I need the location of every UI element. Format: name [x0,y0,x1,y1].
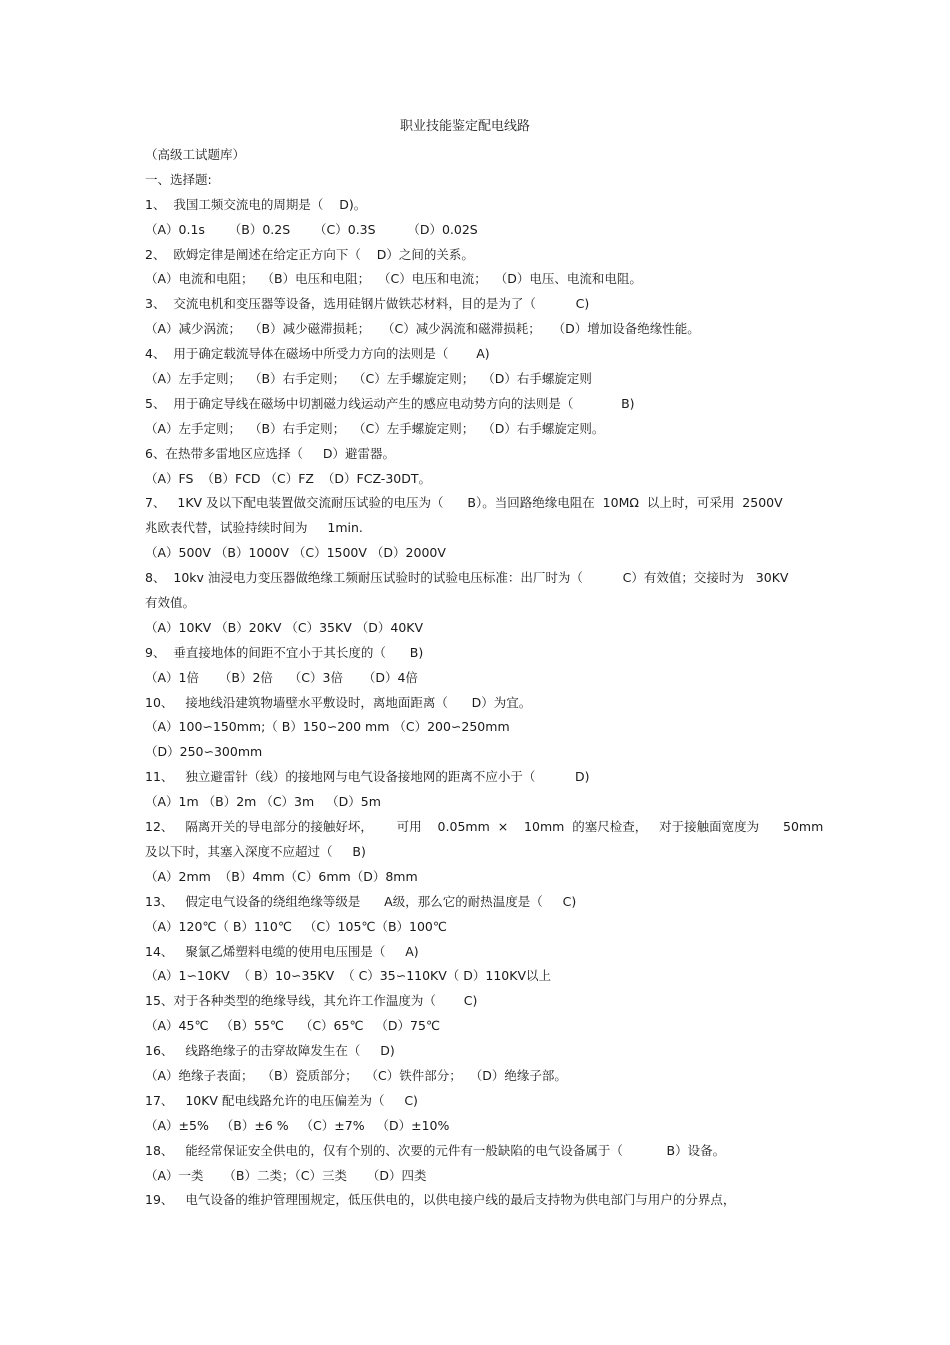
text-line: 16、 线路绝缘子的击穿故障发生在（ D) [145,1043,395,1059]
text-line: （A）FS （B）FCD （C）FZ （D）FCZ-30DT。 [145,470,431,486]
text-line: （A）减少涡流； （B）减少磁滞损耗； （C）减少涡流和磁滞损耗； （D）增加设备绝缘性能。 [145,321,700,337]
text-line: 11、 独立避雷针（线）的接地网与电气设备接地网的距离不应小于（ D) [145,769,590,785]
text-line: 10、 接地线沿建筑物墙壁水平敷设时，离地面距离（ D）为宜。 [145,694,532,710]
text-line: 19、 电气设备的维护管理围规定，低压供电的，以供电接户线的最后支持物为供电部门与用户的分界点， [145,1192,736,1208]
text-line: 1、 我国工频交流电的周期是（ D)。 [145,196,367,212]
text-line: 6、在热带多雷地区应选择（ D）避雷器。 [145,445,395,461]
text-line: （A）左手定则； （B）右手定则； （C）左手螺旋定则； （D）右手螺旋定则 [145,371,592,387]
text-line: （A）绝缘子表面； （B）瓷质部分； （C）铁件部分； （D）绝缘子部。 [145,1067,567,1083]
text-line: （A）45℃ （B）55℃ （C）65℃ （D）75℃ [145,1018,440,1034]
text-line: （A）0.1s （B）0.2S （C）0.3S （D）0.02S [145,221,478,237]
text-line: （D）250∽300mm [145,744,263,760]
text-line: 3、 交流电机和变压器等设备，选用硅钢片做铁芯材料，目的是为了（ C) [145,296,590,312]
text-line: （高级工试题库） [145,147,246,162]
text-line: 15、对于各种类型的绝缘导线，其允许工作温度为（ C) [145,993,478,1009]
text-line: （A）500V （B）1000V （C）1500V （D）2000V [145,545,446,561]
text-line: （A）10KV （B）20KV （C）35KV （D）40KV [145,619,424,635]
text-line: （A）±5% （B）±6 % （C）±7% （D）±10% [145,1117,450,1133]
document-title: 职业技能鉴定配电线路 [399,119,530,134]
text-line: 2、 欧姆定律是阐述在给定正方向下（ D）之间的关系。 [145,246,474,262]
question-list [145,143,835,1213]
text-line: （A）1倍 （B）2倍 （C）3倍 （D）4倍 [145,669,418,685]
text-line: （A）120℃（ B）110℃ （C）105℃（B）100℃ [145,918,447,934]
text-line: 14、 聚氯乙烯塑料电缆的使用电压围是（ A) [145,943,419,959]
text-line: 9、 垂直接地体的间距不宜小于其长度的（ B) [145,644,424,660]
text-line: 兆欧表代替，试验持续时间为 1min. [145,520,363,536]
text-line: 有效值。 [145,595,196,611]
text-line: （A）一类 （B）二类；（C）三类 （D）四类 [145,1167,427,1183]
text-line: （A）2mm （B）4mm（C）6mm（D）8mm [145,868,418,884]
text-line: （A）左手定则； （B）右手定则； （C）左手螺旋定则； （D）右手螺旋定则。 [145,420,605,436]
text-line: 4、 用于确定载流导体在磁场中所受力方向的法则是（ A) [145,346,490,362]
text-line: 5、 用于确定导线在磁场中切割磁力线运动产生的感应电动势方向的法则是（ B) [145,395,635,411]
text-line: 8、 10kv 油浸电力变压器做绝缘工频耐压试验时的试验电压标准：出厂时为（ C）有效值；交接时为 30KV [145,570,789,586]
text-line: 18、 能经常保证安全供电的，仅有个别的、次要的元件有一般缺陷的电气设备属于（ B）设备。 [145,1142,726,1158]
text-line: 及以下时，其塞入深度不应超过（ B) [145,843,366,859]
text-line: （A）1m （B）2m （C）3m （D）5m [145,794,381,810]
text-line: 17、 10KV 配电线路允许的电压偏差为（ C) [145,1092,418,1108]
text-line: 12、 隔离开关的导电部分的接触好坏， 可用 0.05mm × 10mm 的塞尺检查， 对于接触面宽度为 50mm [145,819,824,835]
text-line: （A）100∽150mm;（ B）150∽200 mm （C）200∽250mm [145,719,510,735]
text-line: 一、选择题: [145,171,212,187]
text-line: 13、 假定电气设备的绕组绝缘等级是 A级，那么它的耐热温度是（ C) [145,893,577,909]
text-line: （A）电流和电阻； （B）电压和电阻； （C）电压和电流； （D）电压、电流和电阻。 [145,271,642,287]
text-line: 7、 1KV 及以下配电装置做交流耐压试验的电压为（ B）。当回路绝缘电阻在 10MΩ 以上时，可采用 2500V [145,495,783,511]
text-line: （A）1∽10KV （ B）10∽35KV （ C）35∽110KV（ D）110KV以上 [145,968,552,984]
